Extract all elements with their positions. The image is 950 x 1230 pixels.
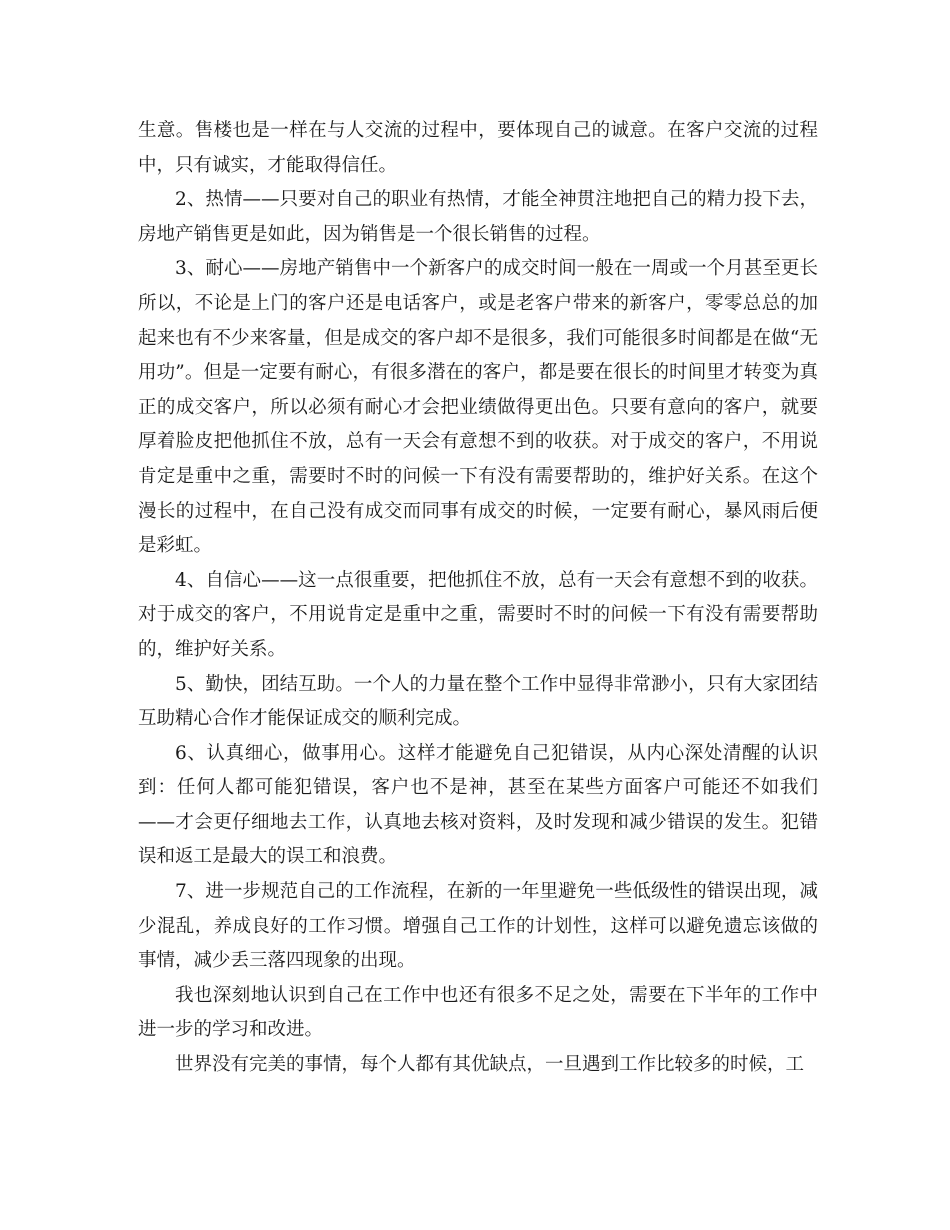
paragraph-6: 6、认真细心，做事用心。这样才能避免自己犯错误，从内心深处清醒的认识到：任何人都可能犯错误，客户也不是神，甚至在某些方面客户可能还不如我们——才会更仔细地去工作，认真地去核对资料，及时发现和减少错误的发生。犯错误和返工是最大的误工和浪费。 (138, 742, 818, 868)
paragraph-1: 生意。售楼也是一样在与人交流的过程中，要体现自己的诚意。在客户交流的过程中，只有诚实，才能取得信任。 (138, 120, 818, 176)
paragraph-4: 4、自信心——这一点很重要，把他抓住不放，总有一天会有意想不到的收获。对于成交的客户，不用说肯定是重中之重，需要时不时的问候一下有没有需要帮助的，维护好关系。 (138, 569, 818, 660)
document-body (138, 114, 818, 1083)
paragraph-5: 5、勤快，团结互助。一个人的力量在整个工作中显得非常渺小，只有大家团结互助精心合作才能保证成交的顺利完成。 (138, 673, 818, 730)
paragraph-9: 世界没有完美的事情，每个人都有其优缺点，一旦遇到工作比较多的时候，工 (175, 1054, 805, 1076)
paragraph-2: 2、热情——只要对自己的职业有热情，才能全神贯注地把自己的精力投下去，房地产销售更是如此，因为销售是一个很长销售的过程。 (138, 189, 818, 245)
paragraph-8: 我也深刻地认识到自己在工作中也还有很多不足之处，需要在下半年的工作中进一步的学习和改进。 (138, 984, 818, 1041)
paragraph-3: 3、耐心——房地产销售中一个新客户的成交时间一般在一周或一个月甚至更长所以，不论是上门的客户还是电话客户，或是老客户带来的新客户，零零总总的加起来也有不少来客量，但是成交的客户却不是很多，我们可能很多时间都是在做“无用功”。但是一定要有耐心，有很多潜在的客户，都是要在很长的时间里才转变为真正的成交客户，所以必须有耐心才会把业绩做得更出色。只要有意向的客户，就要厚着脸皮把他抓住不放，总有一天会有意想不到的收获。对于成交的客户，不用说肯定是重中之重，需要时不时的问候一下有没有需要帮助的，维护好关系。在这个漫长的过程中，在自己没有成交而同事有成交的时候，一定要有耐心，暴风雨后便是彩虹。 (138, 258, 818, 557)
paragraph-7: 7、进一步规范自己的工作流程，在新的一年里避免一些低级性的错误出现，减少混乱，养成良好的工作习惯。增强自己工作的计划性，这样可以避免遗忘该做的事情，减少丢三落四现象的出现。 (138, 881, 818, 972)
